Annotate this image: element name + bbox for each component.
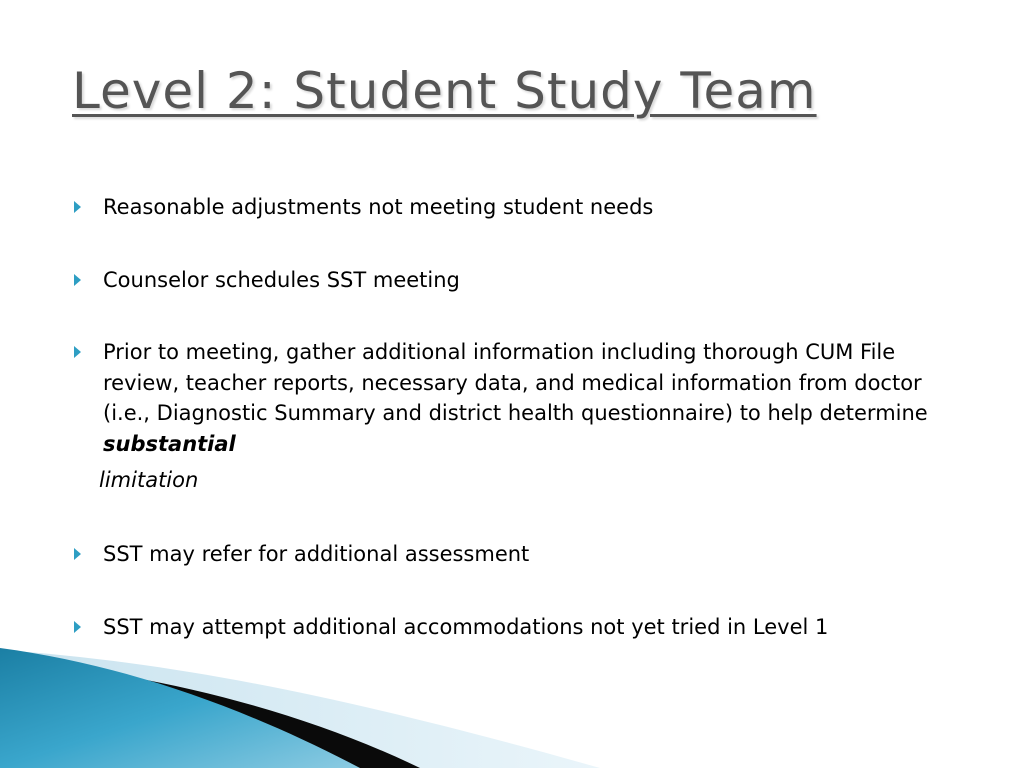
bullet-text: SST may refer for additional assessment xyxy=(103,542,530,566)
bullet-text: Prior to meeting, gather additional information including thorough CUM File review, teacher reports, necessary data, and medical information from doctor (i.e., Diagnostic Summary and district health questionnaire) to help determine xyxy=(103,340,928,425)
emphasis-text: substantial xyxy=(103,431,236,456)
slide-title: Level 2: Student Study Team xyxy=(72,62,817,120)
bullet-text: SST may attempt additional accommodations not yet tried in Level 1 xyxy=(103,615,829,639)
bullet-text: Reasonable adjustments not meeting student needs xyxy=(103,195,654,219)
continuation-text: limitation xyxy=(99,468,199,492)
bullet-text: Counselor schedules SST meeting xyxy=(103,268,460,292)
